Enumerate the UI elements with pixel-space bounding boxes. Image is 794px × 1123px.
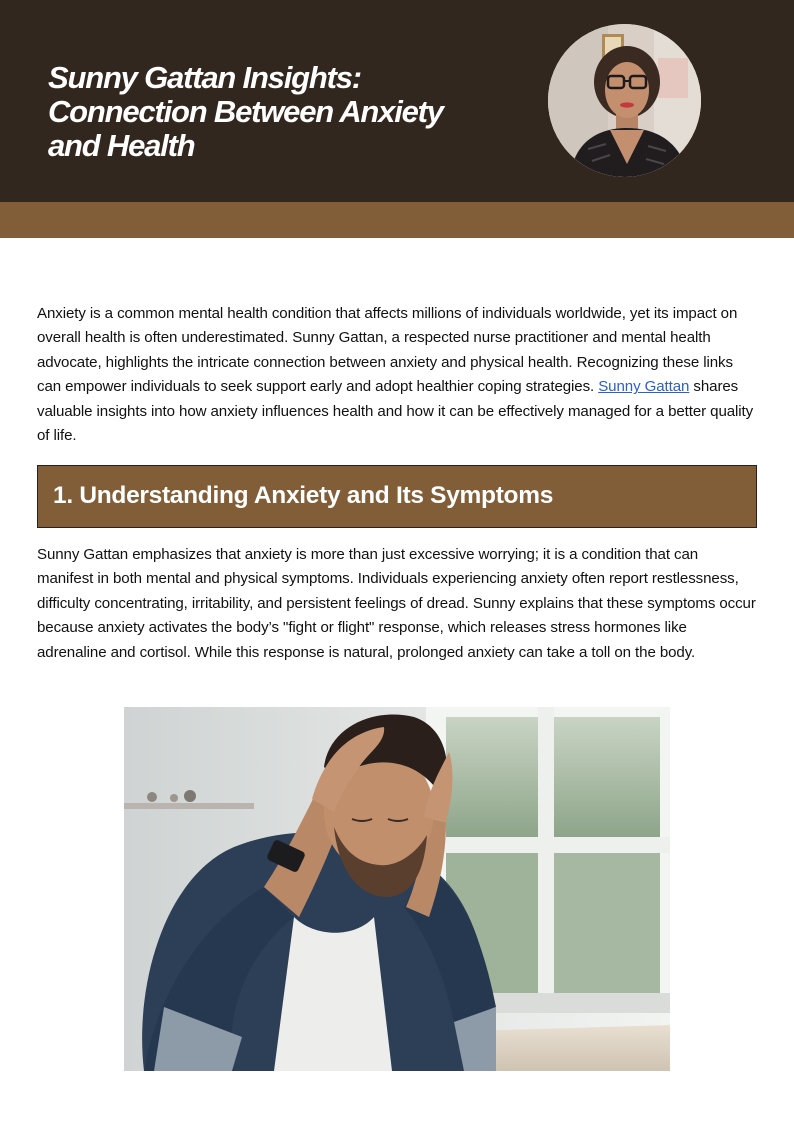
title-line-3: and Health xyxy=(48,128,195,163)
section-body-paragraph: Sunny Gattan emphasizes that anxiety is more than just excessive worrying; it is a condition that can manifest in both mental and physical symptoms. Individuals experiencing anxiety often report restlessness, difficulty concentrating, irritability, and persistent feelings of dread. Sunny explains that these symptoms occur because anxiety activates the body’s "fight or flight" response, which releases stress hormones like adrenaline and cortisol. While this response is natural, prolonged anxiety can take a toll on the body. xyxy=(37,546,756,661)
title-line-1: Sunny Gattan Insights: xyxy=(48,60,361,95)
header-banner xyxy=(0,0,794,202)
section-heading-box xyxy=(37,465,757,528)
intro-text-end: shares valuable insights into how anxiety influences health and how it can be effectively managed for a better quality of life. xyxy=(37,378,754,445)
sunny-gattan-link[interactable]: Sunny Gattan xyxy=(598,378,690,396)
header-accent-band xyxy=(0,202,794,238)
title-line-2: Connection Between Anxiety xyxy=(48,94,443,129)
anxious-man-photo xyxy=(124,707,670,1071)
intro-text-start: Anxiety is a common mental health condition that affects millions of individuals worldwide, yet its impact on overall health is often underestimated. Sunny Gattan, a respected nurse practitioner and mental health advocate, highlights the intricate connection between anxiety and physical health. Recognizing these links can empower individuals to seek support early and adopt healthier coping strategies. xyxy=(37,305,738,396)
intro-paragraph xyxy=(37,302,757,448)
section-heading: 1. Understanding Anxiety and Its Symptoms xyxy=(53,482,554,509)
author-portrait-photo xyxy=(548,24,701,177)
page-title xyxy=(48,61,518,163)
